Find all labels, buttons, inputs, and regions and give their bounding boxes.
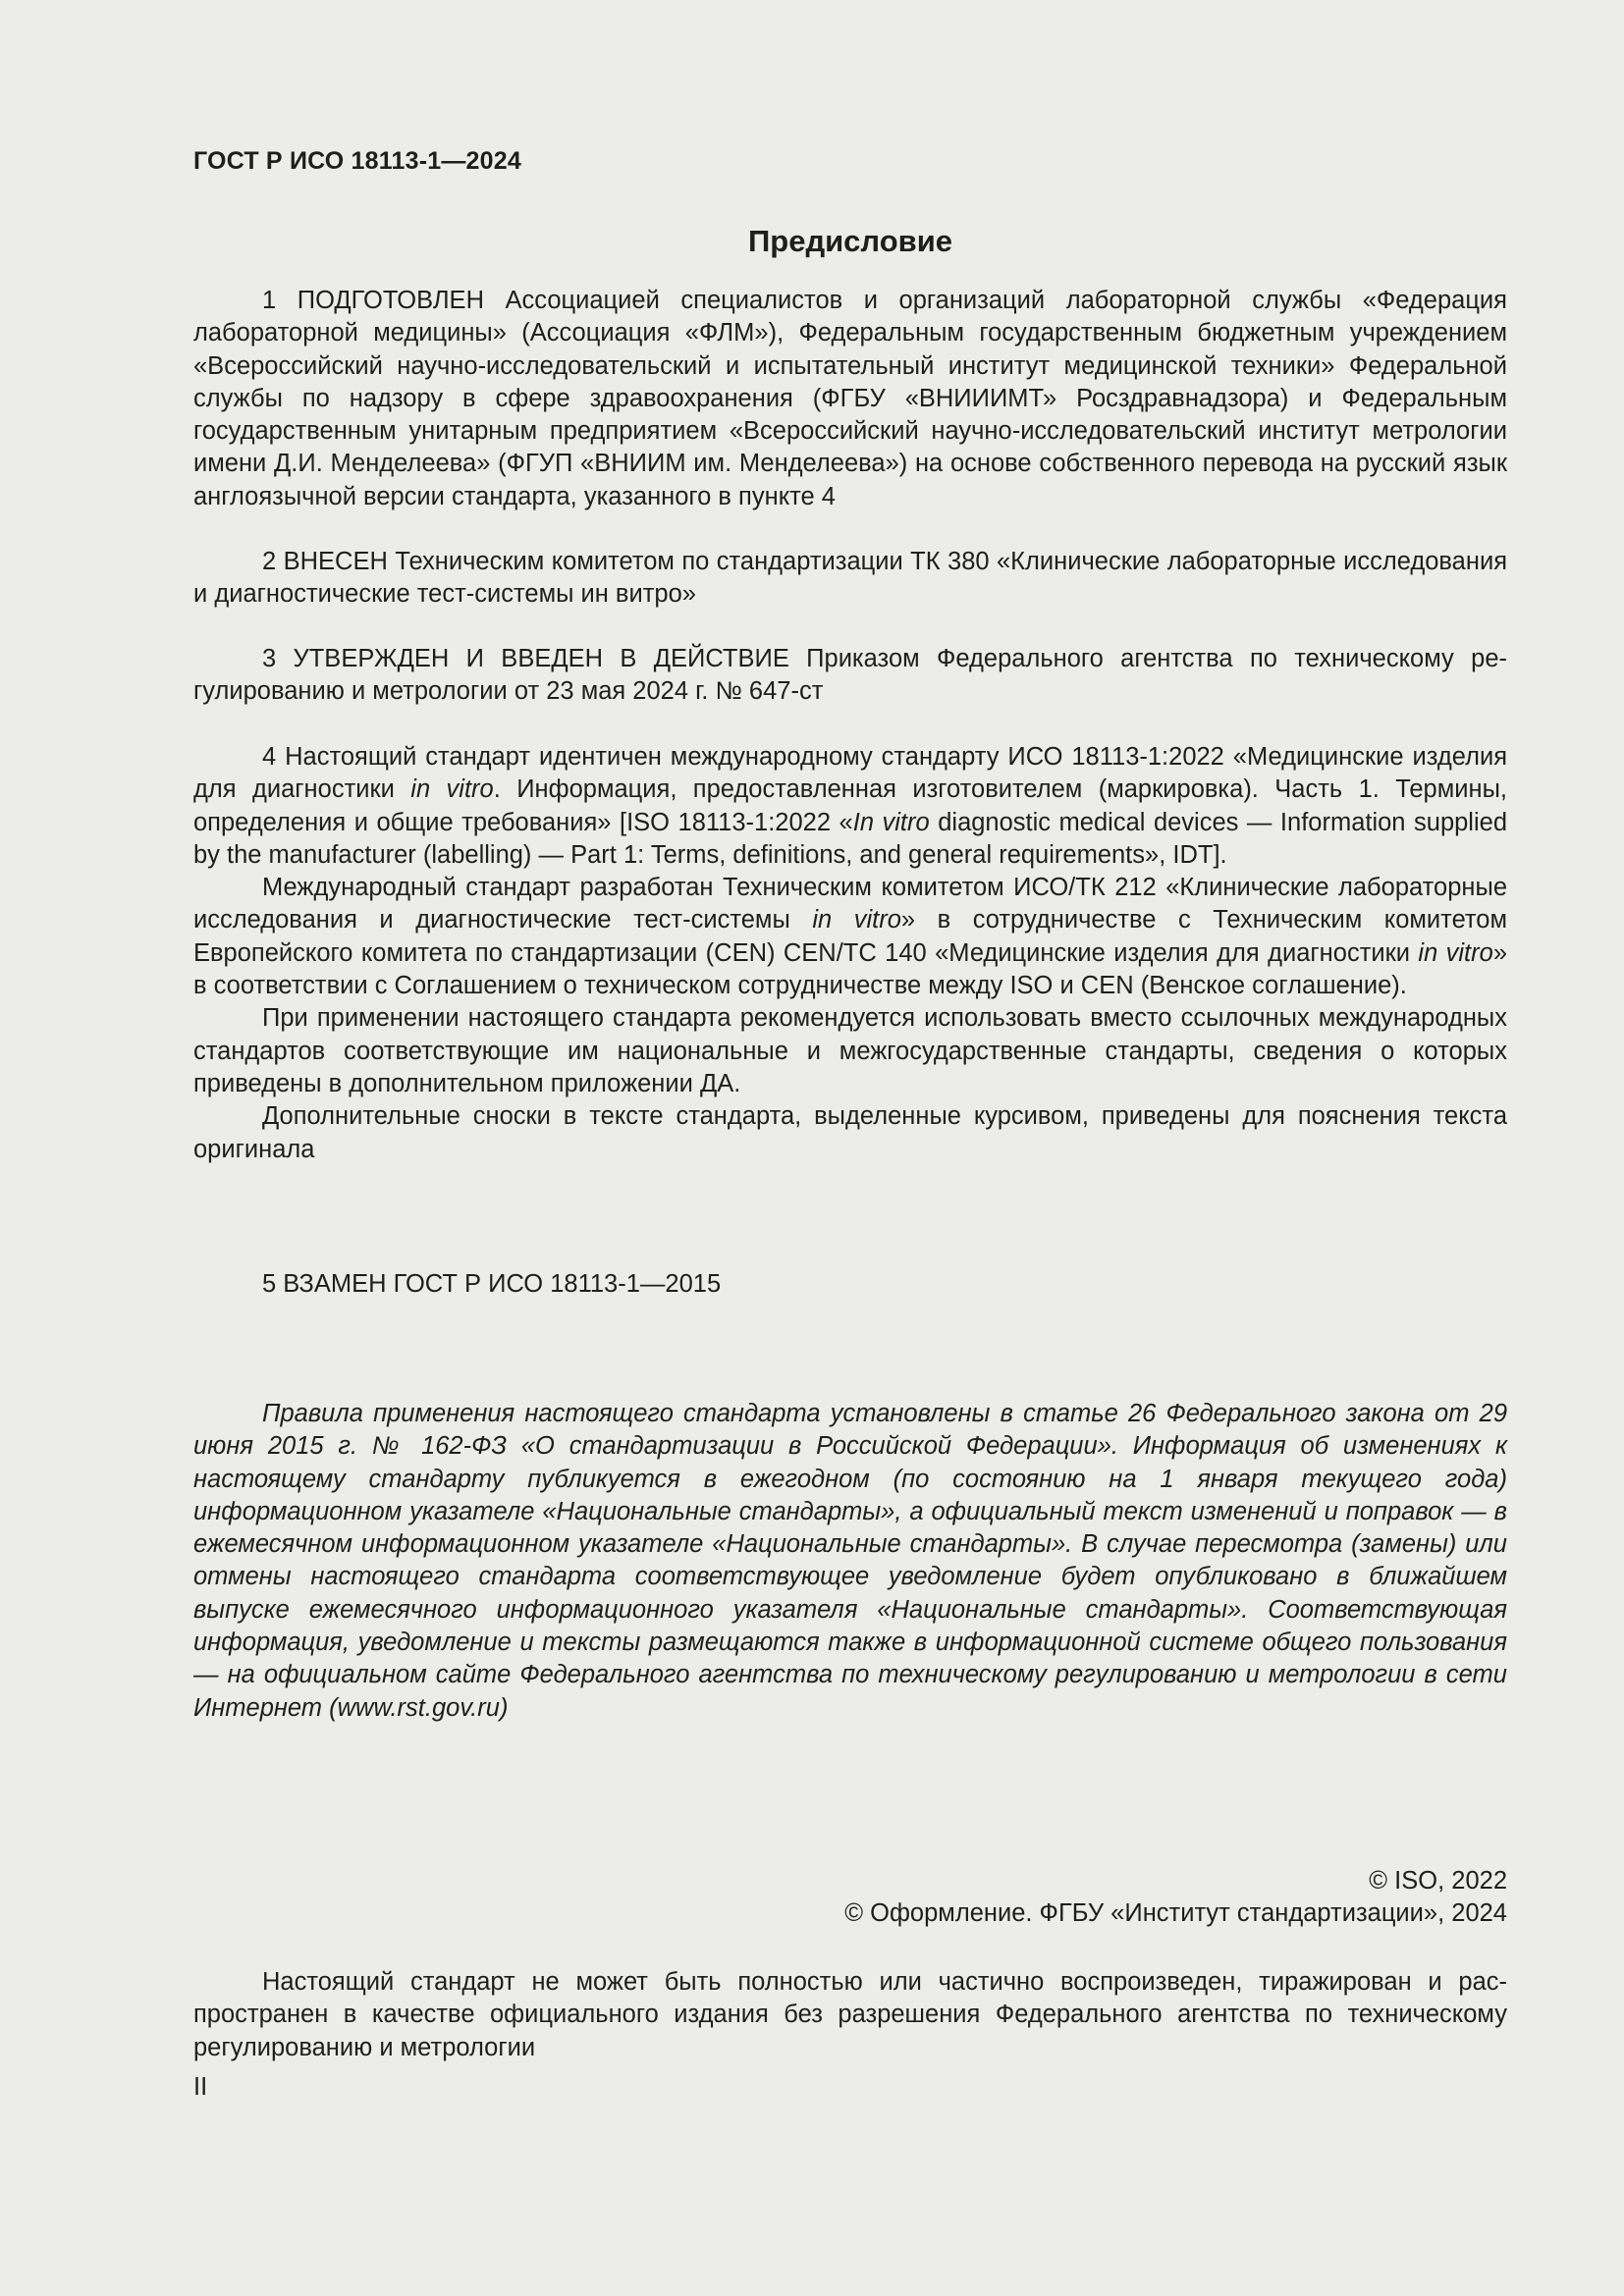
paragraph-footnotes: Дополнительные сноски в тексте стандарта, выделенные курсивом, приведены для пояснения текста оригинала xyxy=(193,1102,1507,1163)
paragraph-submitted: 2 ВНЕСЕН Техническим комитетом по стандартизации ТК 380 «Клинические лабораторные исследования и диагностические тест-системы ин витро» xyxy=(193,548,1507,609)
text-run: » в сотрудничестве с Техническим комитетом Европейского комитета по стандартизации (CEN) CEN/TC 140 «Медицинские изделия для диагностики xyxy=(193,906,1508,967)
paragraph-international-standard xyxy=(193,872,1507,1002)
copyright-block xyxy=(844,1865,1507,1931)
italic-run: in vitro xyxy=(1418,938,1493,967)
foreword-item-4 xyxy=(193,741,1507,1166)
foreword-item-1 xyxy=(193,285,1507,513)
text-run: diagnostic medical devices — Information supplied by the manufacturer (labelling) — Part 1: Terms, definitions, and general requirements», IDT]. xyxy=(193,808,1507,869)
application-rules-box xyxy=(193,1398,1507,1725)
foreword-item-2 xyxy=(193,546,1507,612)
paragraph-reproduction-notice: Настоящий стандарт не может быть полностью или частично воспроизведен, тиражирован и распространен в качестве официального издания без разрешения Федерального агентства по техническому регулированию и метрологии xyxy=(193,1968,1507,2061)
copyright-iso: © ISO, 2022 xyxy=(1369,1867,1507,1895)
paragraph-replaces: 5 ВЗАМЕН ГОСТ Р ИСО 18113-1—2015 xyxy=(262,1270,722,1298)
paragraph-application: При применении настоящего стандарта рекомендуется использовать вместо ссылочных международных стандартов соответствующие им национальные и межгосударственные стандарты, сведения о которых приведены в дополнительном приложении ДА. xyxy=(193,1004,1507,1097)
paragraph-prepared: 1 ПОДГОТОВЛЕН Ассоциацией специалистов и организаций лабораторной службы «Федерация лабораторной медицины» (Ассоциация «ФЛМ»), Федеральным государственным бюджетным учреждением «Всероссийский научно-исследовательский и испытательный институт медицинской техники» Федеральной службы по надзору в сфере здравоохранения (ФГБУ «ВНИИИМТ» Росздравнадзора) и Федеральным государственным унитарным предприятием «Всероссийский научно-исследовательский институт метрологии имени Д.И. Менделеева» (ФГУП «ВНИИМ им. Менделеева») на основе собственного перевода на русский язык англоязычной версии стандарта, указанного в пункте 4 xyxy=(193,287,1507,510)
text-run: Международный стандарт разработан Техническим комитетом ИСО/ТК 212 «Клинические лабораторные исследования и диагностические тест-системы xyxy=(193,874,1507,934)
paragraph-identical xyxy=(193,741,1507,872)
reproduction-notice xyxy=(193,1966,1507,2064)
page-number: II xyxy=(193,2073,208,2101)
paragraph-approved: 3 УТВЕРЖДЕН И ВВЕДЕН В ДЕЙСТВИЕ Приказом Федерального агентства по техническому регулированию и метрологии от 23 мая 2024 г. № 647-ст xyxy=(193,645,1507,706)
italic-run: in vitro xyxy=(410,775,494,804)
page-title: Предисловие xyxy=(747,224,952,258)
foreword-item-5 xyxy=(193,1268,1507,1301)
text-run: 4 Настоящий стандарт идентичен международному стандарту ИСО 18113-1:2022 «Медицинские изделия для диагностики xyxy=(193,743,1507,804)
foreword-item-3 xyxy=(193,643,1507,709)
copyright-design: © Оформление. ФГБУ «Институт стандартизации», 2024 xyxy=(844,1899,1507,1928)
text-run: . Информация, предоставленная изготовителем (маркировка). Часть 1. Термины, определения и общие требования» [ISO 18113-1:2022 « xyxy=(193,775,1507,836)
italic-run: in vitro xyxy=(812,906,901,934)
italic-run: In vitro xyxy=(852,808,930,836)
document-code-header: ГОСТ Р ИСО 18113-1—2024 xyxy=(193,147,521,175)
text-run: » в соответствии с Соглашением о техническом сотрудничестве между ISO и CEN (Венское соглашение). xyxy=(193,938,1507,1000)
paragraph-application-rules: Правила применения настоящего стандарта установлены в статье 26 Федерального закона от 29 июня 2015 г. № 162-ФЗ «О стандартизации в Российской Федерации». Информация об изменениях к настоящему стандарту публикуется в ежегодном (по состоянию на 1 января текущего года) информационном указателе «Национальные стандарты», а официальный текст изменений и поправок — в ежемесячном информационном указателе «Национальные стандарты». В случае пересмотра (замены) или отмены настоящего стандарта соответствующее уведомление будет опубликовано в ближайшем выпуске ежемесячного информационного указателя «Национальные стандарты». Соответствующая информация, уведомление и тексты размещаются также в информационной системе общего пользования — на официальном сайте Федерального агентства по техническому регулированию и метрологии в сети Интернет (www.rst.gov.ru) xyxy=(193,1400,1507,1722)
